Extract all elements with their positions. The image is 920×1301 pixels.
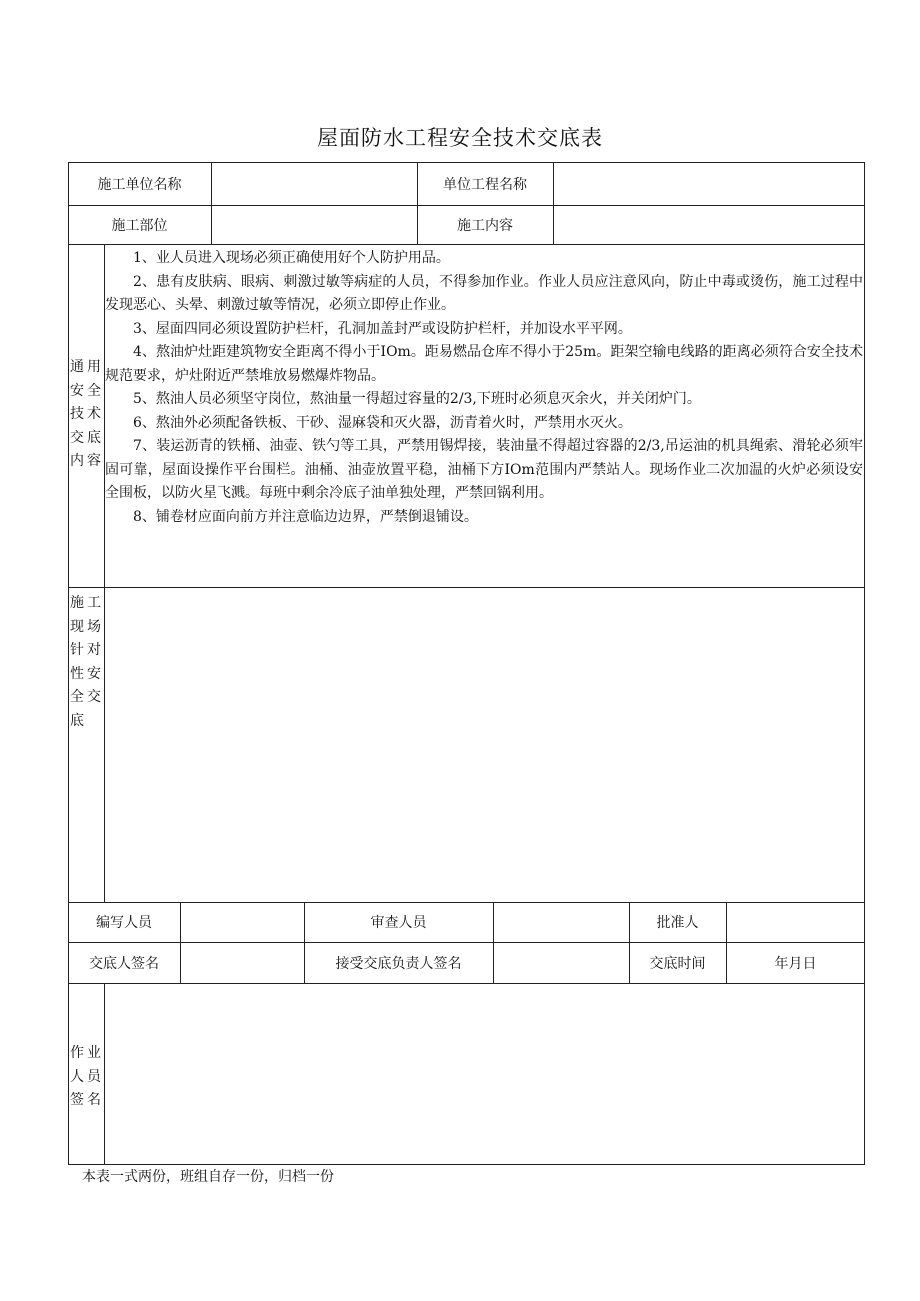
worker-signatures-field[interactable]: [105, 984, 864, 1164]
approver-label: 批准人: [656, 915, 699, 931]
list-item: 7、装运沥青的铁桶、油壶、铁勺等工具，严禁用锡焊接，装油量不得超过容器的2/3,吊运油的机具绳索、滑轮必须牢固可靠，屋面设操作平台围栏。油桶、油壶放置平稳，油桶下方IOm范围内严禁站人。现场作业二次加温的火炉必须设安全围板，以防火星飞溅。每班中剩余冷底子油单独处理，严禁回锅利用。: [105, 438, 863, 501]
writer-label: 编写人员: [96, 915, 152, 931]
project-name-label: 单位工程名称: [443, 176, 527, 193]
list-item: 5、熬油人员必须坚守岗位，熬油量一得超过容量的2/3,下班时必须息灭余火，并关闭炉门。: [133, 391, 701, 407]
reviewer-field[interactable]: [493, 902, 629, 942]
site-section-field[interactable]: [105, 588, 864, 901]
content-field[interactable]: [553, 205, 865, 244]
discloser-label: 交底人签名: [89, 955, 159, 972]
worker-section-label: 作业人员签名: [70, 1045, 104, 1109]
site-section-label: 施工现场针对性安全交底: [70, 595, 104, 729]
reviewer-label: 审查人员: [370, 915, 427, 931]
list-item: 8、铺卷材应面向前方并注意临边边界，严禁倒退铺设。: [133, 508, 478, 525]
time-field[interactable]: 年月日: [774, 955, 817, 972]
unit-name-label: 施工单位名称: [97, 176, 182, 193]
unit-name-field[interactable]: [211, 162, 417, 205]
part-field[interactable]: [211, 205, 417, 244]
page-title: 屋面防水工程安全技术交底表: [317, 126, 603, 150]
row-divider: [68, 244, 865, 245]
general-section-content: [105, 247, 863, 529]
list-item: 1、业人员进入现场必须正确使用好个人防护用品。: [133, 250, 450, 266]
general-section-label: 通用安全技术交底内容: [70, 359, 104, 470]
content-label: 施工内容: [457, 217, 513, 234]
list-item: 6、熬油外必须配备铁板、干砂、湿麻袋和灭火器，沥青着火时，严禁用水灭火。: [133, 414, 632, 431]
receiver-label: 接受交底负责人签名: [335, 955, 462, 972]
project-name-field[interactable]: [553, 162, 865, 205]
footnote: 本表一式两份，班组自存一份，归档一份: [82, 1169, 334, 1185]
receiver-signature-field[interactable]: [493, 942, 629, 983]
approver-field[interactable]: [726, 902, 865, 942]
part-label: 施工部位: [111, 217, 168, 234]
list-item: 3、屋面四同必须设置防护栏杆，孔洞加盖封严或设防护栏杆，并加设水平平网。: [133, 320, 632, 337]
list-item: 4、熬油炉灶距建筑物安全距离不得小于IOm。距易燃品仓库不得小于25m。距架空输电线路的距离必须符合安全技术规范要求，炉灶附近严禁堆放易燃爆炸物品。: [105, 344, 863, 384]
discloser-signature-field[interactable]: [180, 942, 304, 983]
writer-field[interactable]: [180, 902, 304, 942]
list-item: 2、患有皮肤病、眼病、刺激过敏等病症的人员，不得参加作业。作业人员应注意风向，防止中毒或烫伤，施工过程中发现恶心、头晕、刺激过敏等情况，必须立即停止作业。: [105, 273, 863, 313]
time-label: 交底时间: [649, 955, 706, 972]
